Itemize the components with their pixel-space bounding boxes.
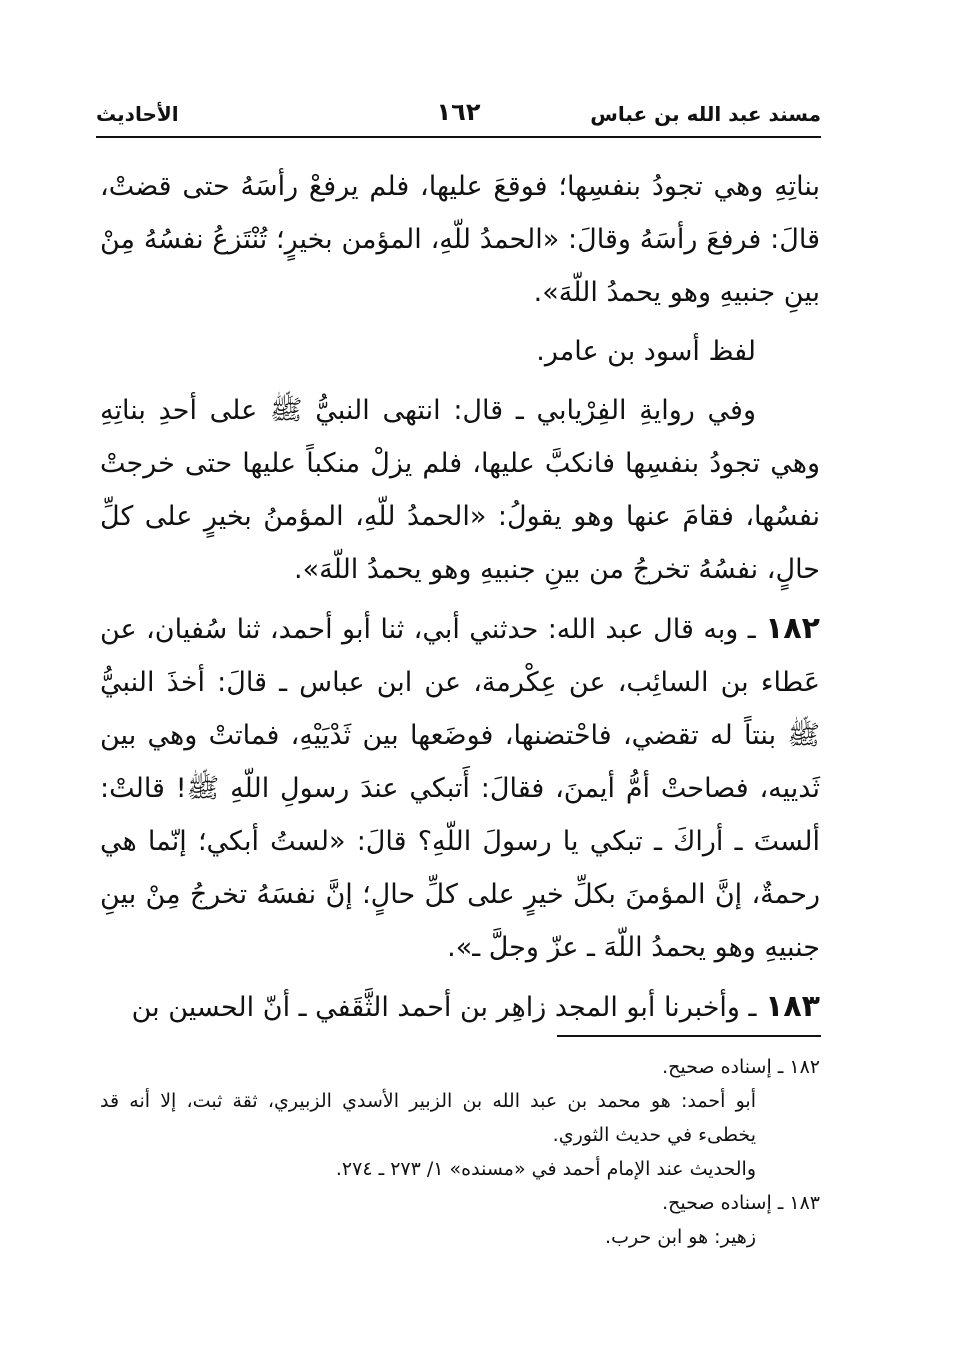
footnote-line: زهير: هو ابن حرب. bbox=[605, 1226, 756, 1248]
footnote-divider bbox=[557, 1035, 821, 1037]
hadith-number: ١٨٢ bbox=[765, 611, 820, 646]
hadith-182 bbox=[100, 602, 820, 974]
section-title: الأحاديث bbox=[96, 102, 179, 126]
footnote-number: ١٨٢ bbox=[789, 1056, 820, 1078]
hadith-text: ـ وبه قال عبد الله: حدثني أبي، ثنا أبو أحمد، ثنا سُفيان، عن عَطاء بن السائِب، عن عِكْرمة، عن ابن عباس ـ قالَ: أخذَ النبيُّ ﷺ بنتاً له تقضي، فاحْتضنها، فوضَعها بين ثَدْيَيْهِ، فماتتْ وهي بين ثَدييه، فصاحتْ أمُّ أيمنَ، فقالَ: أَتبكي عندَ رسولِ اللّهِ ﷺ! قالتْ: ألستَ ـ أراكَ ـ تبكي يا رسولَ اللّهِ؟ قالَ: «لستُ أبكي؛ إنّما هي رحمةٌ، إنَّ المؤمنَ بكلِّ خيرٍ على كلِّ حالٍ؛ إنَّ نفسَهُ تخرجُ مِنْ بينِ جنبيهِ وهو يحمدُ اللّهَ ـ عزّ وجلَّ ـ». bbox=[100, 614, 820, 963]
book-title: مسند عبد الله بن عباس bbox=[590, 102, 821, 126]
footnote-line: أبو أحمد: هو محمد بن عبد الله بن الزبير الأسدي الزبيري، ثقة ثبت، إلا أنه قد يخطىء في حديث الثوري. bbox=[100, 1090, 756, 1146]
footnote-number: ١٨٣ bbox=[789, 1192, 820, 1214]
paragraph-wording-note: لفظ أسود بن عامر. bbox=[536, 336, 756, 367]
hadith-number: ١٨٣ bbox=[765, 989, 820, 1024]
running-header bbox=[96, 96, 821, 136]
header-divider bbox=[96, 136, 821, 138]
footnote-line: والحديث عند الإمام أحمد في «مسنده» ١/ ٢٧٣ ـ ٢٧٤. bbox=[335, 1158, 756, 1180]
page-number: ١٦٢ bbox=[436, 98, 481, 126]
footnote-heading: ـ إسناده صحيح. bbox=[662, 1056, 784, 1078]
footnote-heading: ـ إسناده صحيح. bbox=[662, 1192, 784, 1214]
paragraph-continuation: بناتِهِ وهي تجودُ بنفسِها؛ فوقعَ عليها، فلم يرفعْ رأسَهُ حتى قضتْ، قالَ: فرفعَ رأسَهُ وقالَ: «الحمدُ للّهِ، المؤمن بخيرٍ؛ تُنْتَزعُ نفسُهُ مِنْ بينِ جنبيهِ وهو يحمدُ اللّهَ». bbox=[100, 171, 820, 308]
hadith-text: ـ وأخبرنا أبو المجد زاهِر بن أحمد الثَّقَفي ـ أنّ الحسين بن bbox=[131, 992, 757, 1023]
main-text bbox=[100, 160, 820, 1040]
footnotes bbox=[100, 1050, 820, 1254]
footnote-182-head bbox=[100, 1050, 820, 1084]
footnote-183-head bbox=[100, 1186, 820, 1220]
paragraph-firyabi-narration: وفي روايةِ الفِرْيابي ـ قال: انتهى النبيُّ ﷺ على أحدِ بناتِهِ وهي تجودُ بنفسِها فانكبَّ عليها، فلم يزلْ منكباً عليها حتى خرجتْ نفسُها، فقامَ عنها وهو يقولُ: «الحمدُ للّهِ، المؤمنُ بخيرٍ على كلِّ حالٍ، نفسُهُ تخرجُ من بينِ جنبيهِ وهو يحمدُ اللّهَ». bbox=[100, 395, 820, 585]
hadith-183 bbox=[100, 980, 820, 1034]
